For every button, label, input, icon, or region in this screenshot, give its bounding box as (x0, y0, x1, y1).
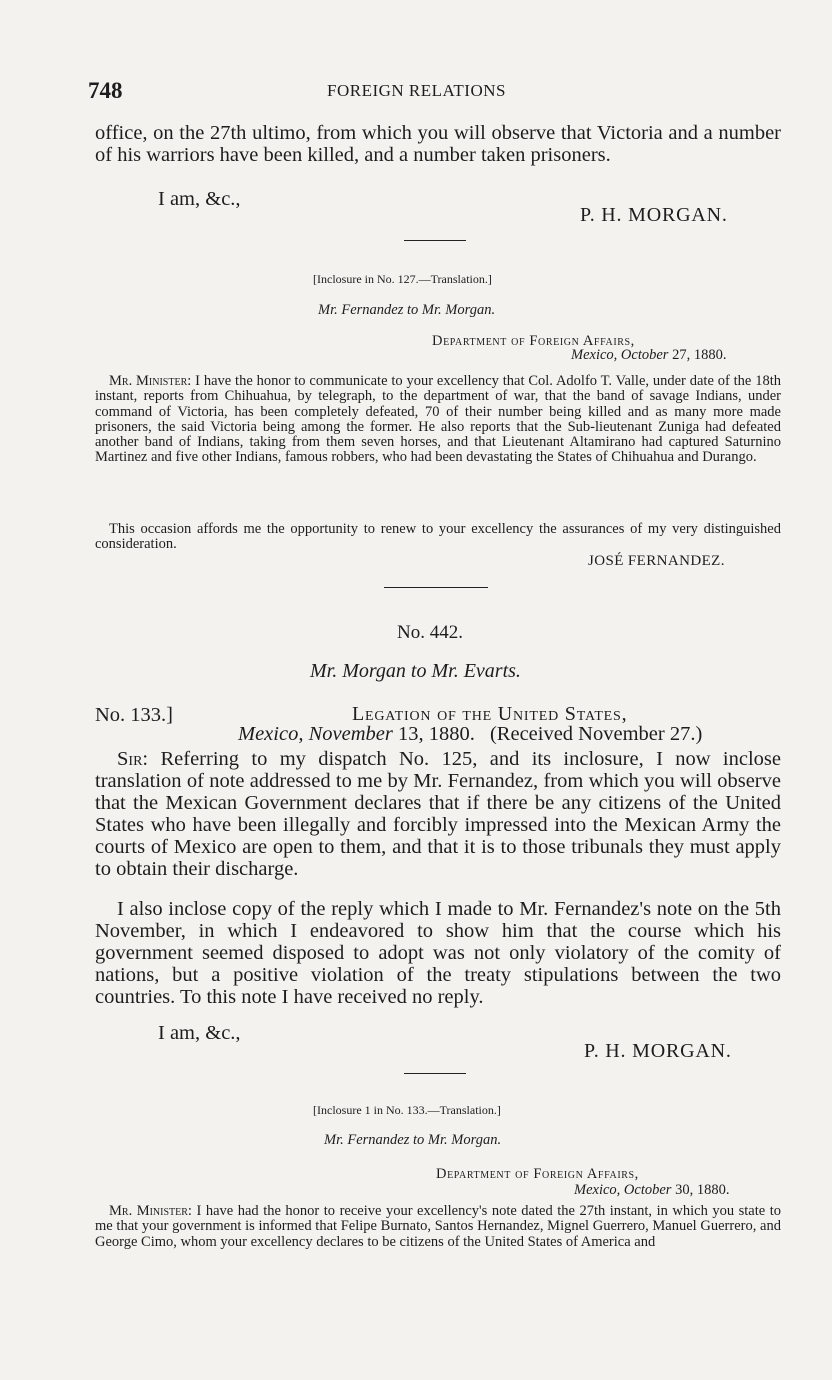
letter-body (95, 1204, 781, 1250)
date-rest: 30, 1880. (671, 1182, 730, 1198)
letter-body-text: I have the honor to communicate to your excellency that Col. Adolfo T. Valle, under date of the 18th instant, reports from Chihuahua, by telegraph, to the department of war, that the band of savage Indians, under command of Victoria, has been completely defeated, 70 of their number being killed and as many more made prisoners, the said Victoria being among the former. He also reports that the Sub-lieutenant Zuniga had defeated another band of Indians, taking from them seven horses, and that Lieutenant Altamirano had captured Saturnino Martinez and five other Indians, famous robbers, who had been devastating the States of Chihuahua and Durango. (95, 373, 781, 466)
signature: P. H. MORGAN. (580, 204, 728, 226)
letter-closing: This occasion affords me the opportunity to renew to your excellency the assurances of my very distinguished consideration. (95, 521, 781, 553)
letter-title (318, 303, 495, 318)
section-divider (384, 587, 488, 588)
salutation: Sir: (117, 748, 149, 770)
letter-title-text: Mr. Fernandez to Mr. Morgan. (318, 302, 496, 318)
signature: P. H. MORGAN. (584, 1040, 732, 1062)
closing-line: I am, &c., (158, 188, 241, 210)
date-place: Mexico, (238, 723, 304, 745)
department-line: Department of Foreign Affairs, (432, 333, 635, 349)
paragraph-text: Referring to my dispatch No. 125, and its inclosure, I now inclose translation of note addressed to me by Mr. Fernandez, from which you will observe that the Mexican Government declares that if there be any citizens of the United States who have been illegally and forcibly impressed into the Mexican Army the courts of Mexico are open to them, and that it is to those tribunals they must apply to obtain their discharge. (95, 748, 781, 880)
date-place: Mexico, (574, 1182, 621, 1198)
letter-date (574, 1183, 729, 1198)
dispatch-paragraph-2: I also inclose copy of the reply which I made to Mr. Fernandez's note on the 5th November, in which I endeavored to show him that the course which his government seemed disposed to adopt was not only violatory of the comity of nations, but a positive violation of the treaty stipulations between the two countries. To this note I have received no reply. (95, 898, 781, 1008)
date-rest: 27, 1880. (668, 347, 727, 363)
letter-title (324, 1133, 501, 1148)
date-place: Mexico, (571, 347, 618, 363)
received-note: (Received November 27.) (489, 723, 703, 745)
document-title: Mr. Morgan to Mr. Evarts. (310, 660, 521, 682)
letter-body (95, 374, 781, 466)
date-rest: 13, 1880. (392, 723, 475, 745)
department-line: Department of Foreign Affairs, (436, 1166, 639, 1182)
salutation: Mr. Minister: (109, 1203, 192, 1219)
date-month: November (308, 723, 393, 745)
continuation-paragraph: office, on the 27th ultimo, from which you will observe that Victoria and a number of his warriors have been killed, and a number taken prisoners. (95, 122, 781, 166)
letter-date (571, 348, 726, 363)
closing-line: I am, &c., (158, 1022, 241, 1044)
dispatch-reference: No. 133.] (95, 704, 174, 726)
letter-signature: JOSÉ FERNANDEZ. (588, 553, 725, 569)
letter-title-text: Mr. Fernandez to Mr. Morgan. (324, 1132, 502, 1148)
document-number: No. 442. (397, 622, 463, 643)
legation-line: Legation of the United States, (352, 703, 628, 725)
inclosure-heading: [Inclosure 1 in No. 133.—Translation.] (313, 1103, 501, 1117)
running-title: FOREIGN RELATIONS (327, 81, 506, 100)
dispatch-date (238, 723, 702, 745)
section-divider (404, 240, 466, 241)
date-month: October (620, 347, 669, 363)
letter-body-text: I have had the honor to receive your excellency's note dated the 27th instant, in which you state to me that your government is informed that Felipe Burnato, Santos Hernandez, Mignel Guerrero, Manuel Guerrero, and George Cimo, whom your excellency declares to be citizens of the United States of America and (95, 1203, 781, 1250)
section-divider (404, 1073, 466, 1074)
page-number: 748 (88, 78, 123, 103)
inclosure-heading: [Inclosure in No. 127.—Translation.] (313, 272, 492, 286)
date-month: October (623, 1182, 672, 1198)
salutation: Mr. Minister: (109, 373, 192, 389)
dispatch-paragraph-1 (95, 748, 781, 880)
